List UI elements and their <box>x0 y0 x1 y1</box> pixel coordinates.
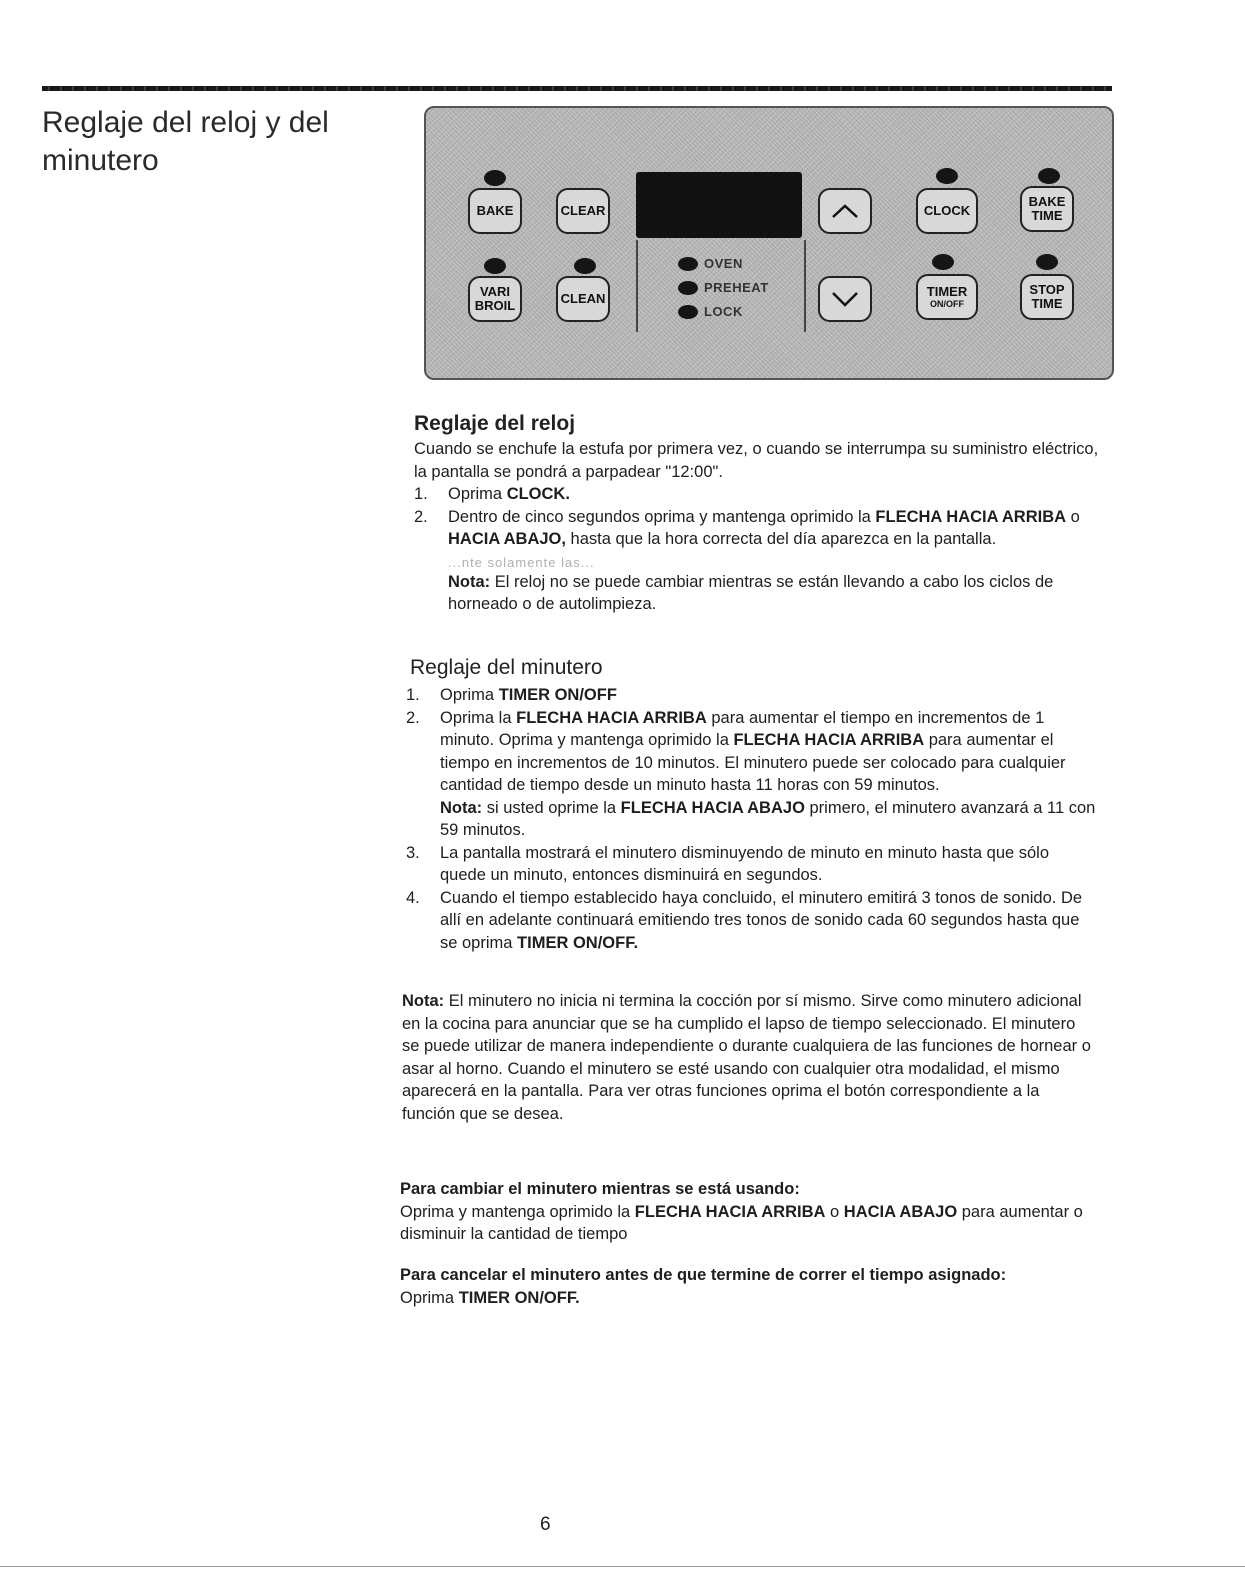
faint-line-text: ...nte solamente las... <box>448 554 595 570</box>
clock-button <box>916 188 978 234</box>
lock-indicator-label: LOCK <box>704 304 743 319</box>
clock-note <box>414 571 1114 616</box>
clock-note-text: El reloj no se puede cambiar mientras se están llevando a cabo los ciclos de horneado o de autolimpieza. <box>448 572 1054 613</box>
bake-time-label-1: BAKE <box>1028 194 1066 209</box>
clean-button <box>556 276 610 322</box>
timer-step-3 <box>406 842 1096 887</box>
timer-led <box>932 254 954 270</box>
oven-display <box>636 172 802 238</box>
timer-step-1 <box>406 684 1096 707</box>
clean-led <box>574 258 596 274</box>
stop-time-button <box>1020 274 1074 320</box>
cancel-timer-block <box>400 1264 1080 1309</box>
clock-label: CLOCK <box>923 203 971 218</box>
timer-on-off-button <box>916 274 978 320</box>
clock-step-2-number: 2. <box>414 507 428 526</box>
general-note-label: Nota: <box>402 992 445 1010</box>
clock-step-2-text-e: hasta que la hora correcta del día aparezca en la pantalla. <box>565 530 997 548</box>
timer-step-2-text-e: para aumentar el tiempo en incrementos de 10 minutos. El minutero puede ser colocado para cualquier cantidad de tiempo desde un minuto hasta 11 horas con 59 minutos. <box>440 731 1066 794</box>
bottom-rule <box>0 1566 1245 1567</box>
cancel-timer-heading: Para cancelar el minutero antes de que termine de correr el tiempo asignado: <box>400 1266 1007 1284</box>
stop-time-led <box>1036 254 1058 270</box>
timer-step-2-up-arrow: FLECHA HACIA ARRIBA <box>516 708 707 727</box>
clock-step-2 <box>414 506 1114 551</box>
clock-led <box>936 168 958 184</box>
page-title: Reglaje del reloj y del minutero <box>42 106 329 177</box>
lock-indicator-dot <box>678 305 698 319</box>
top-rule <box>42 86 1112 91</box>
oven-indicator <box>678 256 743 271</box>
vari-broil-label-1: VARI <box>479 284 511 299</box>
timer-step-2-note <box>440 797 1096 842</box>
timer-step-2-note-label: Nota: <box>440 798 483 817</box>
general-note-text: El minutero no inicia ni termina la cocción por sí mismo. Sirve como minutero adicional en la cocina para anunciar que se ha cumplido el lapso de tiempo seleccionado. El minutero se puede utilizar de manera independiente o durante cualquiera de las funciones de hornear o asar al horno. Cuando el minutero se esté usando con cualquier otra modalidad, el mismo aparecerá en la pantalla. Para ver otras funciones oprima el botón correspondiente a la función que se desea. <box>402 992 1091 1123</box>
clock-step-1-text: Oprima <box>448 485 507 503</box>
timer-section-heading: Reglaje del minutero <box>410 656 603 679</box>
faint-line <box>414 551 1114 571</box>
bake-label: BAKE <box>476 203 514 218</box>
change-timer-block <box>400 1178 1100 1246</box>
change-timer-text-e: para aumentar o disminuir la cantidad de tiempo <box>400 1202 1083 1243</box>
clock-section-heading: Reglaje del reloj <box>414 412 576 435</box>
stop-time-label-1: STOP <box>1029 282 1065 297</box>
timer-step-3-text: La pantalla mostrará el minutero disminuyendo de minuto en minuto hasta que sólo quede un minuto, entonces disminuirá en segundos. <box>440 843 1050 884</box>
bake-led <box>484 170 506 186</box>
timer-label-1: TIMER <box>926 284 968 299</box>
timer-step-1-text: Oprima <box>440 686 499 704</box>
vari-broil-led <box>484 258 506 274</box>
clock-section-body <box>414 438 1114 616</box>
timer-step-2-up-arrow-2: FLECHA HACIA ARRIBA <box>733 731 925 749</box>
bake-time-label-2: TIME <box>1031 208 1063 223</box>
clear-button <box>556 188 610 234</box>
bake-button <box>468 188 522 234</box>
timer-step-4-text-a: Cuando el tiempo establecido haya concluido, el minutero emitirá 3 tonos de sonido. De allí en adelante continuará emitiendo tres tonos de sonido cada 60 segundos hasta que se oprima <box>440 888 1083 952</box>
timer-step-2-text-c: para aumentar el tiempo en incrementos de 1 minuto. Oprima y mantenga oprimido la <box>440 708 1045 749</box>
indicator-area <box>636 240 806 332</box>
change-timer-text-a: Oprima y mantenga oprimido la <box>400 1202 635 1221</box>
timer-section-body <box>406 684 1096 954</box>
down-arrow-button <box>818 276 872 322</box>
timer-step-4 <box>406 887 1096 955</box>
clock-key-label: CLOCK. <box>506 485 570 503</box>
preheat-indicator-dot <box>678 281 698 295</box>
preheat-indicator-label: PREHEAT <box>704 280 769 295</box>
clock-intro: Cuando se enchufe la estufa por primera vez, o cuando se interrumpa su suministro eléctrico, la pantalla se pondrá a parpadear "12:00". <box>414 440 1099 481</box>
general-note <box>402 990 1092 1125</box>
timer-step-2-text-a: Oprima la <box>440 708 517 727</box>
timer-step-2-number: 2. <box>406 708 420 727</box>
lock-indicator <box>678 304 743 319</box>
vari-broil-label-2: BROIL <box>474 298 516 313</box>
clear-label: CLEAR <box>560 203 606 218</box>
timer-key-label: TIMER ON/OFF <box>498 686 617 704</box>
timer-label-2: ON/OFF <box>930 299 964 309</box>
cancel-timer-text-pre: Oprima <box>400 1288 459 1307</box>
clean-label: CLEAN <box>560 291 606 306</box>
clock-step-2-text-a: Dentro de cinco segundos oprima y mantenga oprimido la <box>448 507 876 526</box>
timer-step-2 <box>406 707 1096 842</box>
clock-step-2-up-arrow: FLECHA HACIA ARRIBA <box>875 507 1067 526</box>
timer-step-1-number: 1. <box>406 686 420 704</box>
preheat-indicator <box>678 280 769 295</box>
change-timer-up-arrow: FLECHA HACIA ARRIBA <box>634 1202 826 1221</box>
clock-note-label: Nota: <box>448 572 491 591</box>
timer-step-2-note-down-arrow: FLECHA HACIA ABAJO <box>620 798 805 817</box>
timer-step-3-number: 3. <box>406 843 420 862</box>
clock-step-2-text-c: o <box>1066 507 1080 526</box>
change-timer-heading: Para cambiar el minutero mientras se está usando: <box>400 1180 800 1198</box>
timer-step-2-note-a: si usted oprime la <box>482 798 621 817</box>
timer-step-4-number: 4. <box>406 888 420 907</box>
cancel-timer-key: TIMER ON/OFF. <box>458 1288 580 1307</box>
down-arrow-icon <box>830 290 860 308</box>
page-number: 6 <box>540 1514 551 1535</box>
cancel-timer-text <box>400 1287 1080 1310</box>
change-timer-text <box>400 1201 1100 1246</box>
vari-broil-button <box>468 276 522 322</box>
clock-step-1 <box>414 483 1114 506</box>
control-panel-illustration <box>424 106 1114 380</box>
change-timer-down-arrow: HACIA ABAJO <box>843 1202 958 1221</box>
bake-time-button <box>1020 186 1074 232</box>
timer-step-4-key: TIMER ON/OFF. <box>517 933 639 952</box>
timer-step-2-note-c: primero, el minutero avanzará a 11 con 59 minutos. <box>440 798 1096 839</box>
oven-indicator-dot <box>678 257 698 271</box>
clock-step-1-number: 1. <box>414 485 428 503</box>
oven-indicator-label: OVEN <box>704 256 743 271</box>
change-timer-text-c: o <box>825 1202 844 1221</box>
clock-step-2-down-arrow: HACIA ABAJO, <box>448 530 566 548</box>
up-arrow-icon <box>830 202 860 220</box>
stop-time-label-2: TIME <box>1031 296 1063 311</box>
bake-time-led <box>1038 168 1060 184</box>
up-arrow-button <box>818 188 872 234</box>
